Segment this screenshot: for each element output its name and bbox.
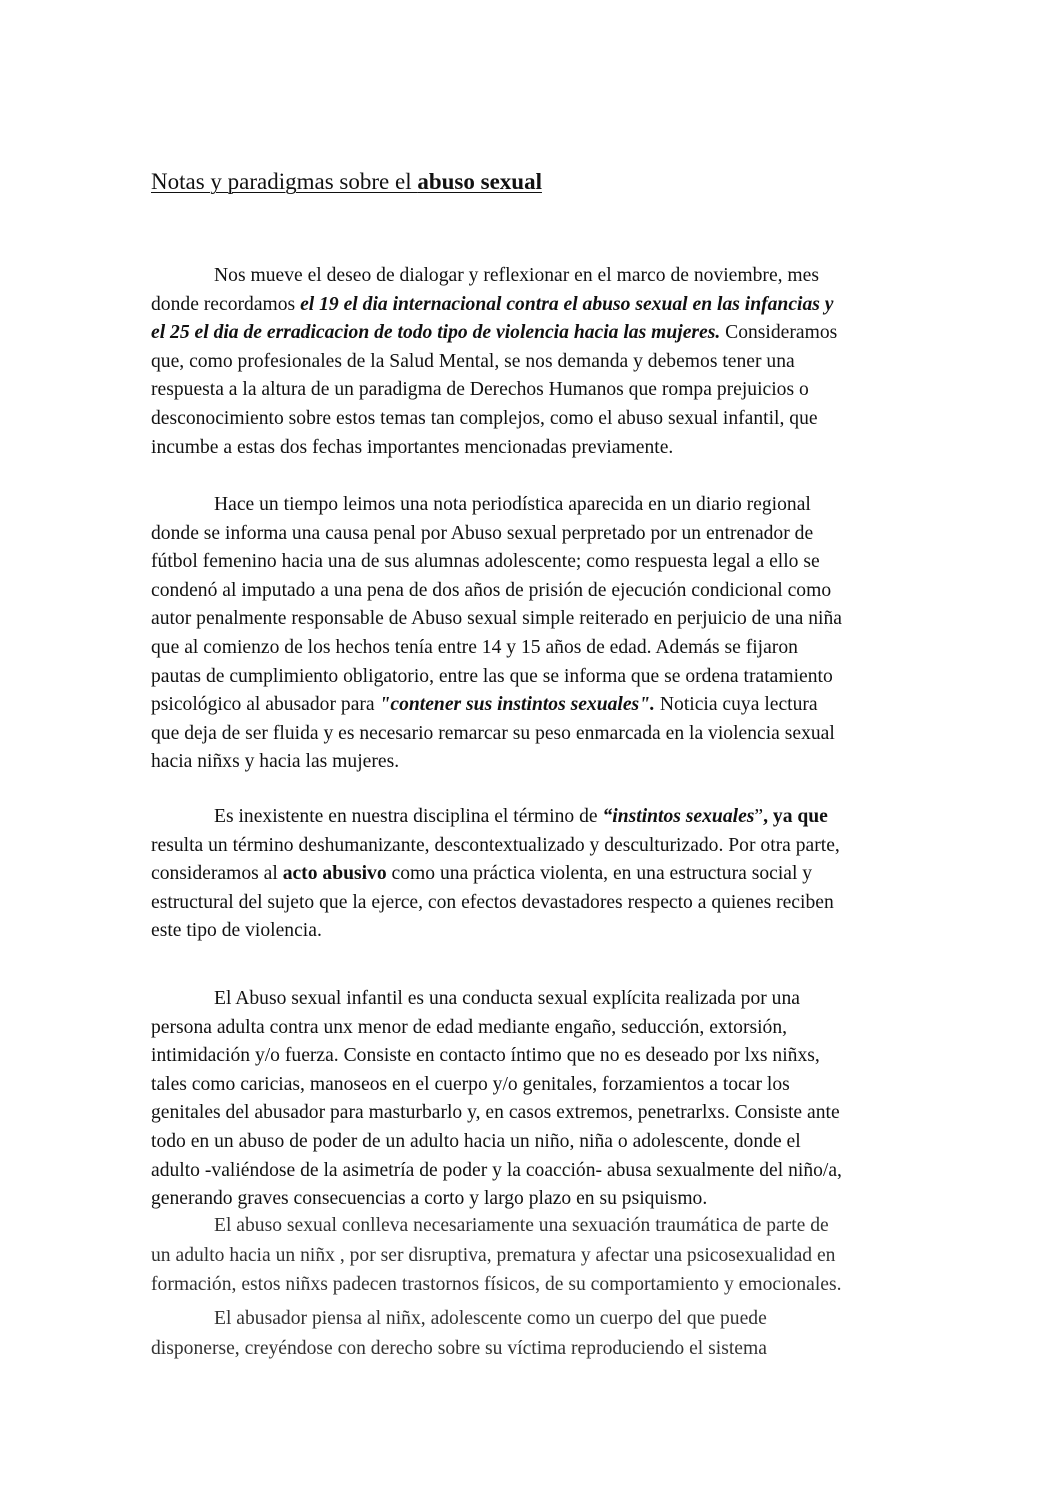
paragraph-5 (151, 1211, 911, 1300)
p4-line-8: generando graves consecuencias a corto y largo plazo en su psiquismo. (151, 1188, 708, 1210)
p3-line-3 (151, 860, 911, 889)
p2-line-6: que al comienzo de los hechos tenía entre 14 y 15 años de edad. Además se fijaron (151, 636, 798, 658)
p3-line-1-tail: , ya que (763, 806, 828, 827)
p2-line-10: hacia niñxs y hacia las mujeres. (151, 751, 400, 773)
title-normal: Notas y paradigmas sobre el (151, 169, 418, 194)
p1-line-3 (151, 319, 911, 348)
p4-line-6: todo en un abuso de poder de un adulto hacia un niño, niña o adolescente, donde el (151, 1130, 801, 1152)
p3-line-3-tail: como una práctica violenta, en una estructura social y (386, 863, 813, 885)
p4-line-4: tales como caricias, manoseos en el cuerpo y/o genitales, forzamientos a tocar los (151, 1073, 790, 1095)
p4-line-3: intimidación y/o fuerza. Consiste en contacto íntimo que no es deseado por lxs niñxs, (151, 1045, 820, 1067)
paragraph-4 (151, 985, 911, 1214)
p3-line-2: resulta un término deshumanizante, descontextualizado y desculturizado. Por otra parte, (151, 834, 840, 856)
paragraph-3 (151, 803, 911, 946)
p3-line-5: este tipo de violencia. (151, 920, 322, 942)
p3-line-1-quote: “instintos sexuales (602, 806, 755, 827)
p6-line-1: El abusador piensa al niñx, adolescente como un cuerpo del que puede (214, 1308, 767, 1329)
p3-line-4: estructural del sujeto que la ejerce, con efectos devastadores respecto a quienes reciben (151, 891, 834, 913)
p2-line-2: donde se informa una causa penal por Abuso sexual perpretado por un entrenador de (151, 522, 814, 544)
p1-line-4: que, como profesionales de la Salud Mental, se nos demanda y debemos tener una (151, 350, 795, 372)
p1-line-7: incumbe a estas dos fechas importantes mencionadas previamente. (151, 436, 674, 458)
p2-line-5: autor penalmente responsable de Abuso sexual simple reiterado en perjuicio de una niña (151, 608, 842, 630)
p2-line-1: Hace un tiempo leimos una nota periodística aparecida en un diario regional (214, 494, 811, 515)
p2-line-4: condenó al imputado a una pena de dos años de prisión de ejecución condicional como (151, 579, 832, 601)
p1-line-1: Nos mueve el deseo de dialogar y reflexionar en el marco de noviembre, mes (214, 265, 819, 286)
p4-line-2: persona adulta contra unx menor de edad mediante engaño, seducción, extorsión, (151, 1016, 788, 1038)
paragraph-6 (151, 1304, 911, 1363)
p1-line-2 (151, 291, 911, 320)
p1-line-3-text: Consideramos (720, 322, 838, 344)
p1-line-6: desconocimiento sobre estos temas tan complejos, como el abuso sexual infantil, que (151, 407, 818, 429)
p2-line-3: fútbol femenino hacia una de sus alumnas adolescente; como respuesta legal a ello se (151, 551, 820, 573)
p2-line-9: que deja de ser fluida y es necesario remarcar su peso enmarcada en la violencia sexual (151, 722, 835, 744)
p4-line-1: El Abuso sexual infantil es una conducta sexual explícita realizada por una (214, 988, 800, 1009)
p1-line-3-emphasis: el 25 el dia de erradicacion de todo tipo de violencia hacia las mujeres. (151, 322, 721, 344)
paragraph-2 (151, 491, 911, 777)
p6-line-2: disponerse, creyéndose con derecho sobre su víctima reproduciendo el sistema (151, 1337, 767, 1359)
p3-line-1 (151, 803, 911, 832)
p1-line-2-emphasis: el 19 el dia internacional contra el abuso sexual en las infancias y (300, 293, 834, 315)
p3-line-1-close-quote: ” (754, 806, 764, 827)
page-title (151, 167, 542, 197)
p5-line-1: El abuso sexual conlleva necesariamente una sexuación traumática de parte de (214, 1215, 829, 1236)
p3-line-3-text: consideramos al (151, 863, 283, 885)
title-bold: abuso sexual (417, 169, 542, 194)
p3-line-1-text: Es inexistente en nuestra disciplina el término de (214, 806, 603, 827)
p3-line-3-bold: acto abusivo (282, 863, 387, 885)
p2-line-8-quote: "contener sus instintos sexuales". (379, 694, 655, 716)
p5-line-3: formación, estos niñxs padecen trastornos físicos, de su comportamiento y emocionales. (151, 1274, 842, 1295)
p2-line-8-text: psicológico al abusador para (151, 694, 380, 716)
p1-line-5: respuesta a la altura de un paradigma de Derechos Humanos que rompa prejuicios o (151, 379, 809, 401)
p1-line-2-text: donde recordamos (151, 293, 301, 315)
p4-line-5: genitales del abusador para masturbarlo y, en casos extremos, penetrarlxs. Consiste ante (151, 1102, 840, 1124)
p2-line-7: pautas de cumplimiento obligatorio, entre las que se informa que se ordena tratamiento (151, 665, 833, 687)
p2-line-8-tail: Noticia cuya lectura (654, 694, 818, 716)
p5-line-2: un adulto hacia un niñx , por ser disruptiva, prematura y afectar una psicosexualidad en (151, 1244, 836, 1266)
p2-line-8 (151, 691, 911, 720)
p4-line-7: adulto -valiéndose de la asimetría de poder y la coacción- abusa sexualmente del niño/a, (151, 1159, 842, 1181)
paragraph-1 (151, 262, 911, 462)
